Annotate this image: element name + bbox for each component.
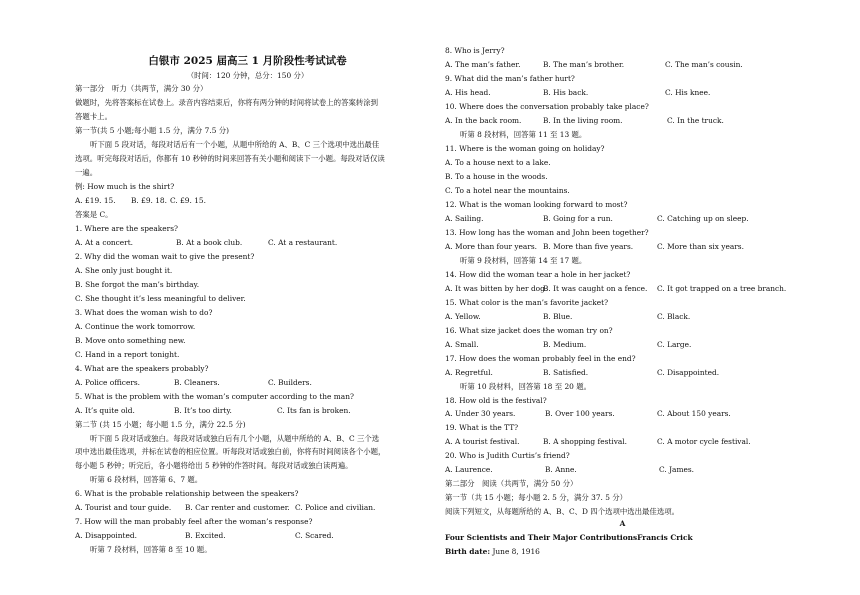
line-text: 项中选出最佳选项，并标在试卷的相应位置。听每段对话或独白前，你将有时间阅读各个小题， [75,447,386,457]
line-text: A. Tourist and tour guide. [75,503,172,513]
text-line [445,74,575,83]
text-line [445,270,630,279]
text-line [75,195,206,205]
text-line [75,377,312,387]
option-c: C. His knee. [665,87,711,97]
option-b: B. At a book club. [176,237,243,247]
line-text: A. Yellow. [445,311,481,321]
line-text: B. To a house in the woods. [445,171,548,181]
line-text: 11. Where is the woman going on holiday? [445,143,605,153]
text-line [445,87,711,97]
option-b: B. Anne. [545,465,577,475]
line-text: 4. What are the speakers probably? [75,363,209,373]
text-line [445,367,720,377]
line-text: 听第 9 段材料，回答第 14 至 17 题。 [460,255,587,265]
text-line [75,336,186,345]
line-text: A. £19. 15. [75,195,116,205]
line-text: A. She only just bought it. [75,265,173,275]
line-text: C. Hand in a report tonight. [75,349,180,359]
option-b: B. Cleaners. [174,377,220,387]
text-line [75,461,352,470]
text-line [75,475,202,484]
text-line [75,140,379,149]
option-b: B. More than five years. [543,241,634,251]
text-line [445,493,627,502]
text-line [445,298,608,307]
line-text: A. Regretful. [445,367,493,377]
line-text: A. A tourist festival. [445,437,520,447]
option-b: B. A shopping festival. [543,437,628,447]
line-text: 听第 7 段材料，回答第 8 至 10 题。 [90,545,212,555]
line-text: A. To a house next to a lake. [445,157,551,167]
option-b: B. It’s too dirty. [174,405,232,415]
text-line [445,144,605,153]
line-text: 第一节（共 15 小题；每小题 2. 5 分，满分 37. 5 分） [445,493,628,503]
text-line [445,409,731,419]
text-line [445,437,751,447]
text-line [445,339,692,349]
option-b: B. Medium. [543,339,587,349]
option-b: B. Car renter and customer. [185,503,290,513]
line-text: 阅读下列短文，从每题所给的 A、B、C、D 四个选项中选出最佳选项。 [445,507,679,517]
line-text: 第二节 (共 15 小题；每小题 1.5 分，满分 22.5 分) [75,419,246,429]
line-text: 一遍。 [75,167,98,177]
line-text: 7. How will the man probably feel after the woman’s response? [75,517,313,527]
text-line [445,396,547,405]
text-line [75,434,379,443]
option-c: C. Black. [657,311,691,321]
line-text: A. Police officers. [75,377,140,387]
line-text: 12. What is the woman looking forward to most? [445,199,628,209]
text-line [445,130,586,139]
option-c: C. It got trapped on a tree branch. [657,283,787,293]
line-text: 听第 10 段材料，回答第 18 至 20 题。 [460,381,591,391]
line-text: A. It was bitten by her dog. [445,283,548,293]
option-c: C. Catching up on sleep. [657,213,749,223]
line-text: 19. What is the TT? [445,423,519,433]
exam-title: 白银市 2025 届高三 1 月阶段性考试试卷 [148,55,347,67]
text-line [75,545,212,554]
option-b: B. Satisfied. [543,367,589,377]
option-c: C. Police and civilian. [295,503,376,513]
line-text: C. To a hotel near the mountains. [445,185,570,195]
text-line [445,213,749,223]
text-line [445,228,649,237]
line-text: 答题卡上。 [75,111,112,121]
text-line [445,46,505,55]
line-text: A. His head. [445,87,491,97]
line-text: A. In the back room. [445,115,522,125]
option-b: B. Blue. [543,311,573,321]
text-line [445,186,570,195]
option-c: C. £9. 15. [170,195,206,205]
option-c: C. Large. [657,339,692,349]
line-text: 做题时，先将答案标在试卷上。录音内容结束后，你将有两分钟的时间将试卷上的答案转涂到 [75,97,379,107]
line-text: 17. How does the woman probably feel in the end? [445,353,636,363]
text-line [75,531,334,541]
text-line [445,158,551,167]
line-text: 9. What did the man’s father hurt? [445,73,575,83]
line-text: 2. Why did the woman wait to give the present? [75,251,255,261]
text-line [75,364,209,373]
option-c: C. At a restaurant. [268,237,338,247]
option-c: C. Builders. [268,377,312,387]
text-line [75,392,354,401]
text-line [75,517,312,526]
text-line [75,224,178,233]
line-text: 20. Who is Judith Curtis’s friend? [445,451,570,461]
text-line [445,451,570,460]
line-text: 选项。听完每段对话后，你都有 10 秒钟的时间来回答有关小题和阅读下一小题。每段对话仅读 [75,153,385,163]
text-line [445,59,743,69]
text-line [75,154,385,163]
passage-label: A [619,519,626,528]
line-text: 听下面 5 段对话或独白。每段对话或独白后有几个小题，从题中所给的 A、B、C 三个选 [90,433,380,443]
option-c: C. In the truck. [667,115,724,125]
line-text: A. The man’s father. [445,59,521,69]
text-line [445,241,744,251]
line-text: A. Under 30 years. [445,409,516,419]
text-line [75,420,246,429]
line-text: 5. What is the problem with the woman’s computer according to the man? [75,391,354,401]
text-line [445,172,548,181]
text-line [75,182,174,191]
text-line [75,266,172,275]
text-line [75,237,338,247]
option-c: C. The man’s cousin. [665,59,743,69]
option-c: C. About 150 years. [657,409,731,419]
option-b: B. Excited. [185,531,226,541]
line-text: 6. What is the probable relationship between the speakers? [75,489,299,499]
text-line [445,382,591,391]
line-text: 8. Who is Jerry? [445,46,505,55]
text-line [75,489,298,498]
line-text: A. Laurence. [445,465,493,475]
text-line [75,405,351,415]
line-text: 听第 8 段材料，回答第 11 至 13 题。 [460,129,587,139]
text-line [445,256,586,265]
line-text: 1. Where are the speakers? [75,223,178,233]
text-line [75,168,97,177]
option-c: C. Scared. [295,531,334,541]
line-text: 15. What color is the man’s favorite jacket? [445,297,609,307]
text-line [75,126,229,135]
text-line [75,280,199,289]
option-c: C. Disappointed. [657,367,720,377]
option-c: C. A motor cycle festival. [657,437,751,447]
text-line [445,102,649,111]
text-line [445,507,679,516]
line-text: A. It’s quite old. [75,405,135,415]
line-text: A. Sailing. [445,213,484,223]
line-text: 听下面 5 段对话，每段对话后有一个小题，从题中所给的 A、B、C 三个选项中选出最佳 [90,139,380,149]
option-c: C. James. [659,465,694,475]
line-text: 3. What does the woman wish to do? [75,307,213,317]
text-line [75,503,376,513]
text-line [445,465,694,475]
line-text: A. Small. [445,339,479,349]
text-line [75,210,113,219]
birth-label: Birth date: [445,547,491,556]
option-b: B. £9. 18. [131,195,167,205]
text-line [75,322,195,331]
option-c: C. Its fan is broken. [277,405,351,415]
text-line [445,283,787,293]
birth-value: June 8, 1916 [490,547,540,556]
text-line [445,423,518,432]
line-text: 10. Where does the conversation probably take place? [445,101,649,111]
text-line [445,326,613,335]
text-line [75,84,207,93]
text-line [75,252,254,261]
text-line [75,350,179,359]
text-line [75,308,212,317]
line-text: A. At a concert. [75,237,134,247]
text-line [445,200,627,209]
line-text: 13. How long has the woman and John been together? [445,227,649,237]
text-line [445,115,724,125]
option-b: B. Over 100 years. [545,409,615,419]
line-text: 听第 6 段材料，回答第 6、7 题。 [90,475,203,485]
line-text: C. She thought it’s less meaningful to deliver. [75,293,246,303]
exam-subtitle: （时间：120 分钟，总分：150 分） [186,71,309,80]
text-line [75,112,112,121]
text-line [445,479,577,488]
line-text: 例: How much is the shirt? [75,181,175,191]
line-text: B. She forgot the man’s birthday. [75,279,200,289]
line-text: 第一部分 听力（共两节，满分 30 分） [75,84,208,93]
text-line [75,294,246,303]
text-line [75,447,385,456]
line-text: A. Continue the work tomorrow. [75,321,196,331]
option-b: B. Going for a run. [543,213,613,223]
line-text: B. Move onto something new. [75,335,186,345]
passage-heading: Four Scientists and Their Major ContributionsFrancis Crick [445,533,693,542]
option-b: B. It was caught on a fence. [543,283,648,293]
line-text: A. More than four years. [445,241,538,251]
option-b: B. His back. [543,87,589,97]
passage-birth [445,547,540,556]
line-text: 答案是 C。 [75,209,113,219]
line-text: A. Disappointed. [75,531,137,541]
line-text: 18. How old is the festival? [445,395,547,405]
line-text: 第一节(共 5 小题;每小题 1.5 分，满分 7.5 分) [75,125,230,135]
line-text: 14. How did the woman tear a hole in her jacket? [445,269,631,279]
line-text: 每小题 5 秒钟；听完后，各小题将给出 5 秒钟的作答时间。每段对话或独白读两遍。 [75,461,353,471]
option-b: B. The man’s brother. [543,59,625,69]
option-c: C. More than six years. [657,241,744,251]
option-b: B. In the living room. [543,115,623,125]
text-line [445,311,691,321]
line-text: 16. What size jacket does the woman try on? [445,325,613,335]
text-line [445,354,636,363]
text-line [75,98,378,107]
line-text: 第二部分 阅读（共两节，满分 50 分） [445,479,578,489]
